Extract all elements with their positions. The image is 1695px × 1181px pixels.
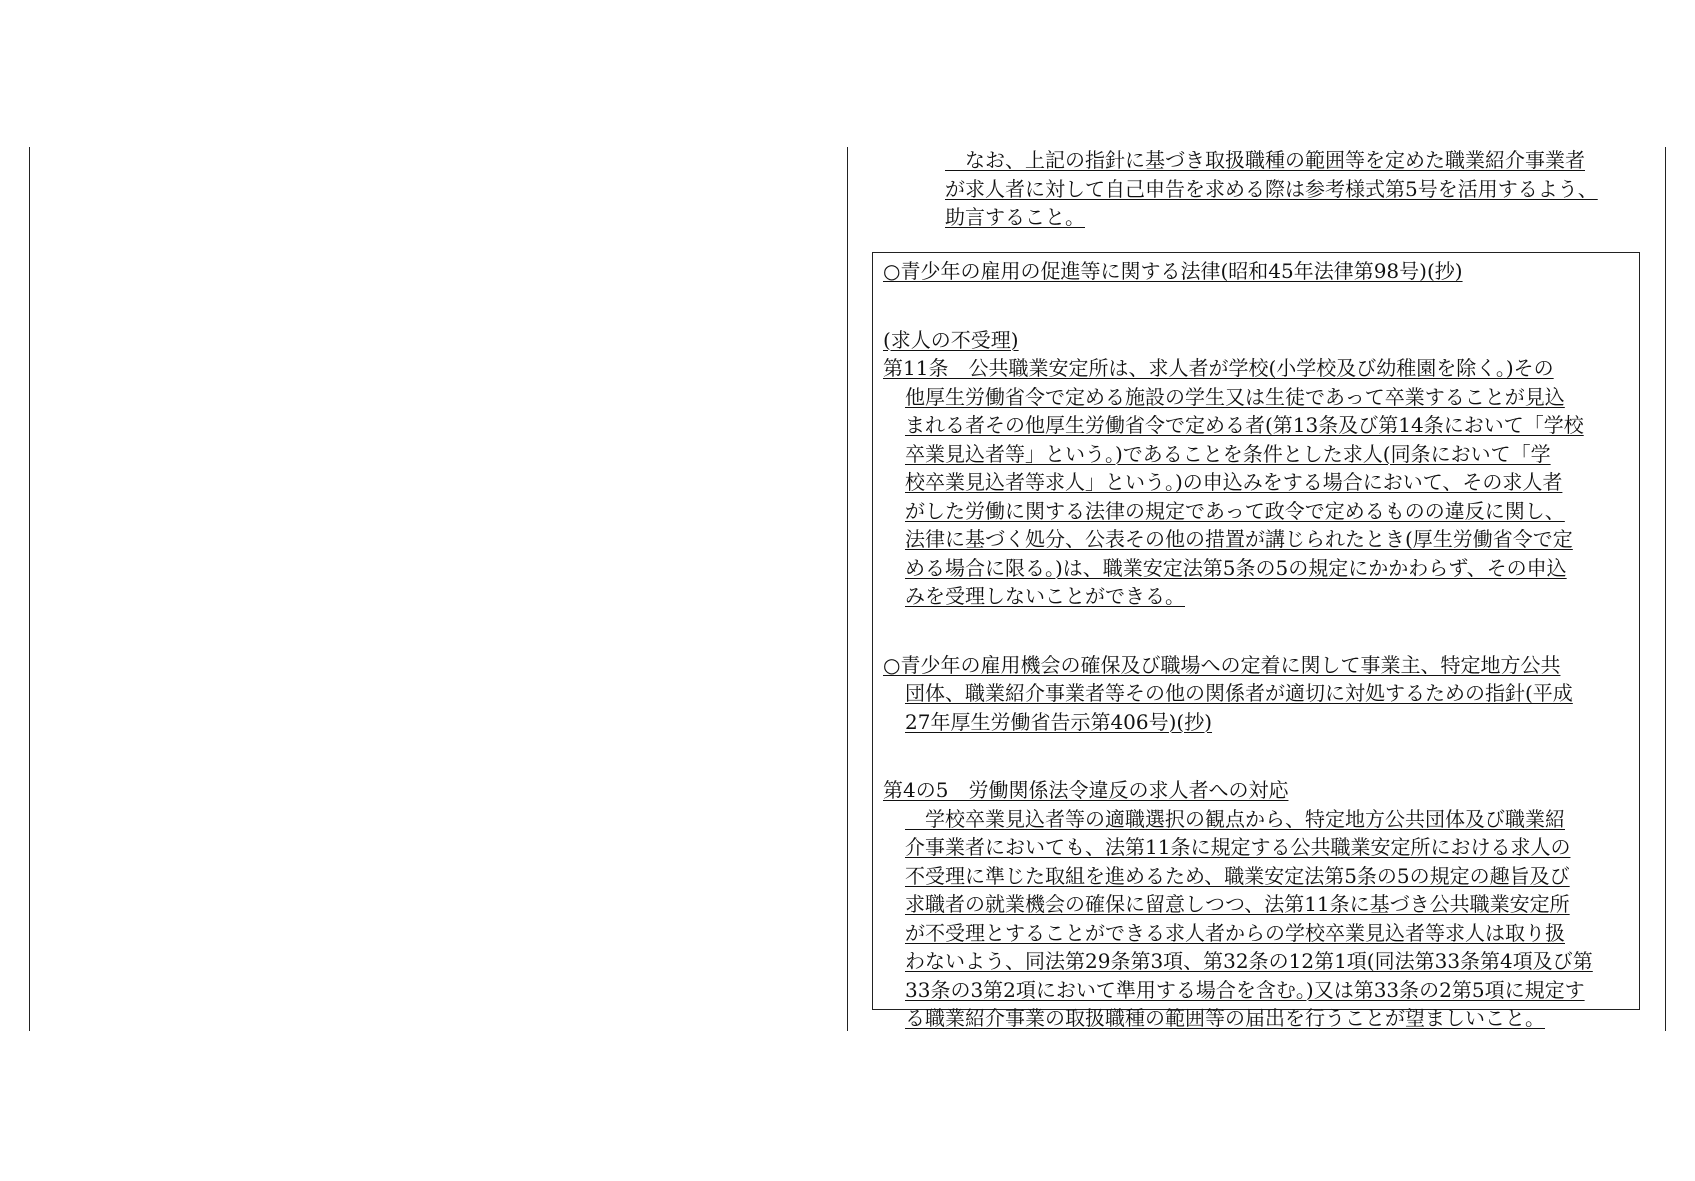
- section-line: わないよう、同法第29条第3項、第32条の12第1項(同法第33条第4項及び第: [905, 949, 1593, 973]
- guideline-title-line: ○青少年の雇用機会の確保及び職場への定着に関して事業主、特定地方公共: [883, 652, 1561, 677]
- law-title: ○青少年の雇用の促進等に関する法律(昭和45年法律第98号)(抄): [883, 259, 1463, 283]
- section-line: 求職者の就業機会の確保に留意しつつ、法第11条に基づき公共職業安定所: [905, 892, 1570, 916]
- section-line: 不受理に準じた取組を進めるため、職業安定法第5条の5の規定の趣旨及び: [905, 863, 1570, 888]
- article-line: まれる者その他厚生労働省令で定める者(第13条及び第14条において「学校: [905, 413, 1584, 437]
- left-margin-line: [29, 147, 30, 1031]
- article-line: 校卒業見込者等求人」という。)の申込みをする場合において、その求人者: [905, 470, 1563, 494]
- section-line: 33条の3第2項において準用する場合を含む。)又は第33条の2第5項に規定す: [905, 977, 1585, 1002]
- intro-paragraph: [945, 146, 1657, 232]
- article-line: 法律に基づく処分、公表その他の措置が講じられたとき(厚生労働省令で定: [905, 527, 1573, 551]
- article-line: みを受理しないことができる。: [905, 584, 1185, 608]
- article-line: 卒業見込者等」という。)であることを条件とした求人(同条において「学: [905, 441, 1551, 466]
- guideline-title-line: 27年厚生労働省告示第406号)(抄): [905, 709, 1213, 734]
- section-line: 学校卒業見込者等の適職選択の観点から、特定地方公共団体及び職業紹: [905, 806, 1565, 831]
- right-margin-line: [1665, 147, 1666, 1031]
- column-divider-line: [847, 147, 848, 1031]
- section-heading: 第4の5 労働関係法令違反の求人者への対応: [883, 778, 1289, 802]
- article-caption: (求人の不受理): [883, 327, 1019, 352]
- excerpt-box: [872, 252, 1640, 1030]
- section-line: が不受理とすることができる求人者からの学校卒業見込者等求人は取り扱: [905, 920, 1565, 945]
- article-line: 第11条 公共職業安定所は、求人者が学校(小学校及び幼稚園を除く。)その: [883, 356, 1554, 380]
- article-line: 他厚生労働省令で定める施設の学生又は生徒であって卒業することが見込: [905, 384, 1565, 409]
- section-line: る職業紹介事業の取扱職種の範囲等の届出を行うことが望ましいこと。: [905, 1006, 1545, 1030]
- intro-line: なお、上記の指針に基づき取扱職種の範囲等を定めた職業紹介事業者: [945, 148, 1585, 172]
- article-line: がした労働に関する法律の規定であって政令で定めるものの違反に関し、: [905, 498, 1565, 523]
- intro-line: が求人者に対して自己申告を求める際は参考様式第5号を活用するよう、: [945, 176, 1598, 201]
- section-line: 介事業者においても、法第11条に規定する公共職業安定所における求人の: [905, 835, 1571, 859]
- excerpt-content: [883, 257, 1631, 1033]
- guideline-title-line: 団体、職業紹介事業者等その他の関係者が適切に対処するための指針(平成: [905, 681, 1573, 705]
- article-line: める場合に限る。)は、職業安定法第5条の5の規定にかかわらず、その申込: [905, 555, 1567, 580]
- intro-line: 助言すること。: [945, 205, 1085, 229]
